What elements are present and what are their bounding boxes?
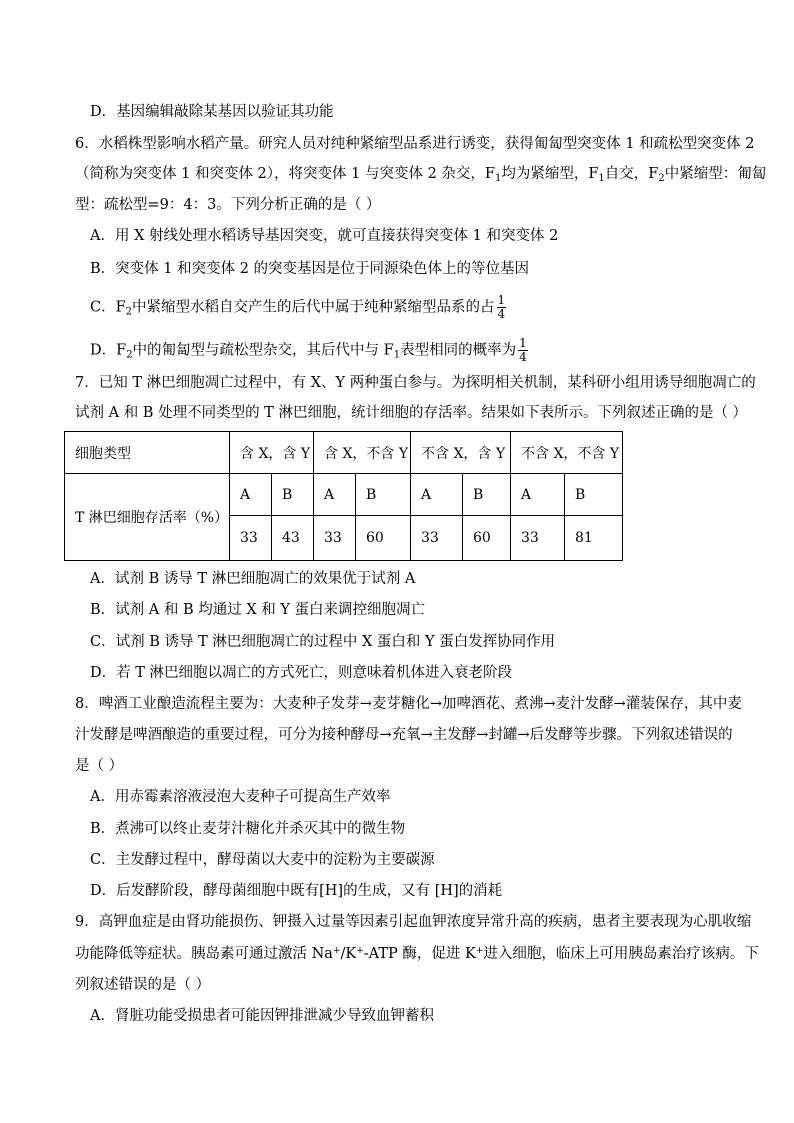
table-col-group: 含 X，不含 Y: [314, 432, 411, 474]
q9-text: -ATP 酶，促进 K: [363, 946, 476, 962]
q6-stem-line1: 6．水稻株型影响水稻产量。研究人员对纯种紧缩型品系进行诱变，获得匍匐型突变体 1 和疏松型突变体 2: [75, 136, 755, 152]
table-cell: A: [511, 474, 565, 516]
q9-text: 进入细胞，临床上可用胰岛素治疗该病。下: [483, 946, 759, 962]
table-cell: B: [356, 474, 411, 516]
table-col-group: 含 X，含 Y: [230, 432, 314, 474]
table-cell: B: [565, 474, 623, 516]
q7-option-d: D．若 T 淋巴细胞以凋亡的方式死亡，则意味着机体进入衰老阶段: [90, 665, 513, 681]
table-header-label: 细胞类型: [65, 432, 230, 474]
table-cell: A: [411, 474, 463, 516]
superscript: +: [356, 946, 364, 956]
q9-text: /K: [340, 946, 357, 962]
q8-option-c: C．主发酵过程中，酵母菌以大麦中的淀粉为主要碳源: [90, 852, 435, 868]
table-col-group: 不含 X，含 Y: [411, 432, 511, 474]
q8-stem-line2: 汁发酵是啤酒酿造的重要过程，可分为接种酵母→充氧→主发酵→封罐→后发酵等步骤。下列叙述错误的: [75, 727, 733, 743]
q9-stem-line1: 9．高钾血症是由肾功能损伤、钾摄入过量等因素引起血钾浓度异常升高的疾病，患者主要表现为心肌收缩: [75, 914, 752, 930]
subscript: 1: [393, 349, 401, 361]
q6-option-b: B．突变体 1 和突变体 2 的突变基因是位于同源染色体上的等位基因: [90, 261, 530, 277]
survival-rate-table: [64, 431, 623, 561]
table-cell: 60: [463, 516, 511, 561]
table-cell: 60: [356, 516, 411, 561]
q6-text: D．F: [90, 342, 127, 359]
q6-text: 表型相同的概率为: [400, 342, 517, 359]
q5-option-d: D．基因编辑敲除某基因以验证其功能: [90, 104, 334, 120]
q9-stem-line2: [75, 944, 759, 964]
table-cell: 33: [411, 516, 463, 561]
table-cell: A: [314, 474, 356, 516]
q6-text: （简称为突变体 1 和突变体 2），将突变体 1 与突变体 2 杂交，F: [75, 166, 495, 182]
q6-text: 中紧缩型水稻自交产生的后代中属于纯种紧缩型品系的占: [132, 299, 495, 316]
q6-text: 均为紧缩型，F: [501, 166, 599, 182]
q7-option-c: C．试剂 B 诱导 T 淋巴细胞凋亡的过程中 X 蛋白和 Y 蛋白发挥协同作用: [90, 634, 556, 650]
q6-stem-line2: [75, 164, 766, 184]
q7-stem-line1: 7．已知 T 淋巴细胞凋亡过程中，有 X、Y 两种蛋白参与。为探明相关机制，某科研小组用诱导细胞凋亡的: [75, 375, 756, 391]
q6-option-c: [90, 294, 506, 321]
superscript: +: [332, 946, 341, 956]
table-cell: 33: [230, 516, 272, 561]
fraction-denominator: 4: [497, 307, 506, 321]
table-header-row: [65, 432, 623, 474]
q8-stem-line1: 8．啤酒工业酿造流程主要为：大麦种子发芽→麦芽糖化→加啤酒花、煮沸→麦汁发酵→灌装保存，其中麦: [75, 696, 742, 712]
superscript: +: [475, 946, 484, 956]
table-cell: 43: [272, 516, 314, 561]
q7-option-b: B．试剂 A 和 B 均通过 X 和 Y 蛋白来调控细胞凋亡: [90, 602, 426, 618]
table-cell: 33: [511, 516, 565, 561]
q9-stem-line3: 列叙述错误的是（ ）: [75, 977, 211, 993]
q8-stem-line3: 是（ ）: [75, 758, 124, 774]
q6-option-d: [90, 337, 528, 364]
table-cell: 81: [565, 516, 623, 561]
q6-text: 自交，F: [604, 166, 659, 182]
q7-option-a: A．试剂 B 诱导 T 淋巴细胞凋亡的效果优于试剂 A: [90, 571, 416, 587]
q6-text: C．F: [90, 299, 126, 316]
subscript: 2: [125, 306, 133, 318]
q7-stem-line2: 试剂 A 和 B 处理不同类型的 T 淋巴细胞，统计细胞的存活率。结果如下表所示。下列叙述正确的是（ ）: [75, 405, 748, 421]
fraction-numerator: 1: [519, 336, 527, 350]
fraction-numerator: 1: [497, 293, 506, 307]
q6-text: 中的匍匐型与疏松型杂交，其后代中与 F: [132, 342, 394, 359]
q9-option-a: A．肾脏功能受损患者可能因钾排泄减少导致血钾蓄积: [90, 1008, 434, 1024]
q6-stem-line3: 型：疏松型=9：4：3。下列分析正确的是（ ）: [75, 197, 381, 213]
q8-option-b: B．煮沸可以终止麦芽汁糖化并杀灭其中的微生物: [90, 821, 406, 837]
q6-option-a: A．用 X 射线处理水稻诱导基因突变，就可直接获得突变体 1 和突变体 2: [90, 228, 559, 244]
table-cell: 33: [314, 516, 356, 561]
table-cell: B: [463, 474, 511, 516]
q8-option-a: A．用赤霉素溶液浸泡大麦种子可提高生产效率: [90, 789, 391, 805]
q8-option-d: D．后发酵阶段，酵母菌细胞中既有[H]的生成，又有 [H]的消耗: [90, 883, 503, 899]
subscript: 2: [126, 349, 133, 361]
q6-text: 中紧缩型：匍匐: [664, 166, 767, 182]
table-cell: A: [230, 474, 272, 516]
subscript: 1: [598, 173, 605, 184]
fraction: [497, 294, 507, 321]
subscript: 1: [494, 173, 502, 184]
table-col-group: 不含 X，不含 Y: [511, 432, 623, 474]
table-reagent-row: [65, 474, 623, 516]
q9-text: 功能降低等症状。胰岛素可通过激活 Na: [75, 946, 333, 962]
fraction-denominator: 4: [519, 350, 527, 364]
table-row-label: T 淋巴细胞存活率（%）: [65, 474, 230, 561]
table-cell: B: [272, 474, 314, 516]
subscript: 2: [658, 173, 665, 184]
fraction: [518, 337, 528, 364]
